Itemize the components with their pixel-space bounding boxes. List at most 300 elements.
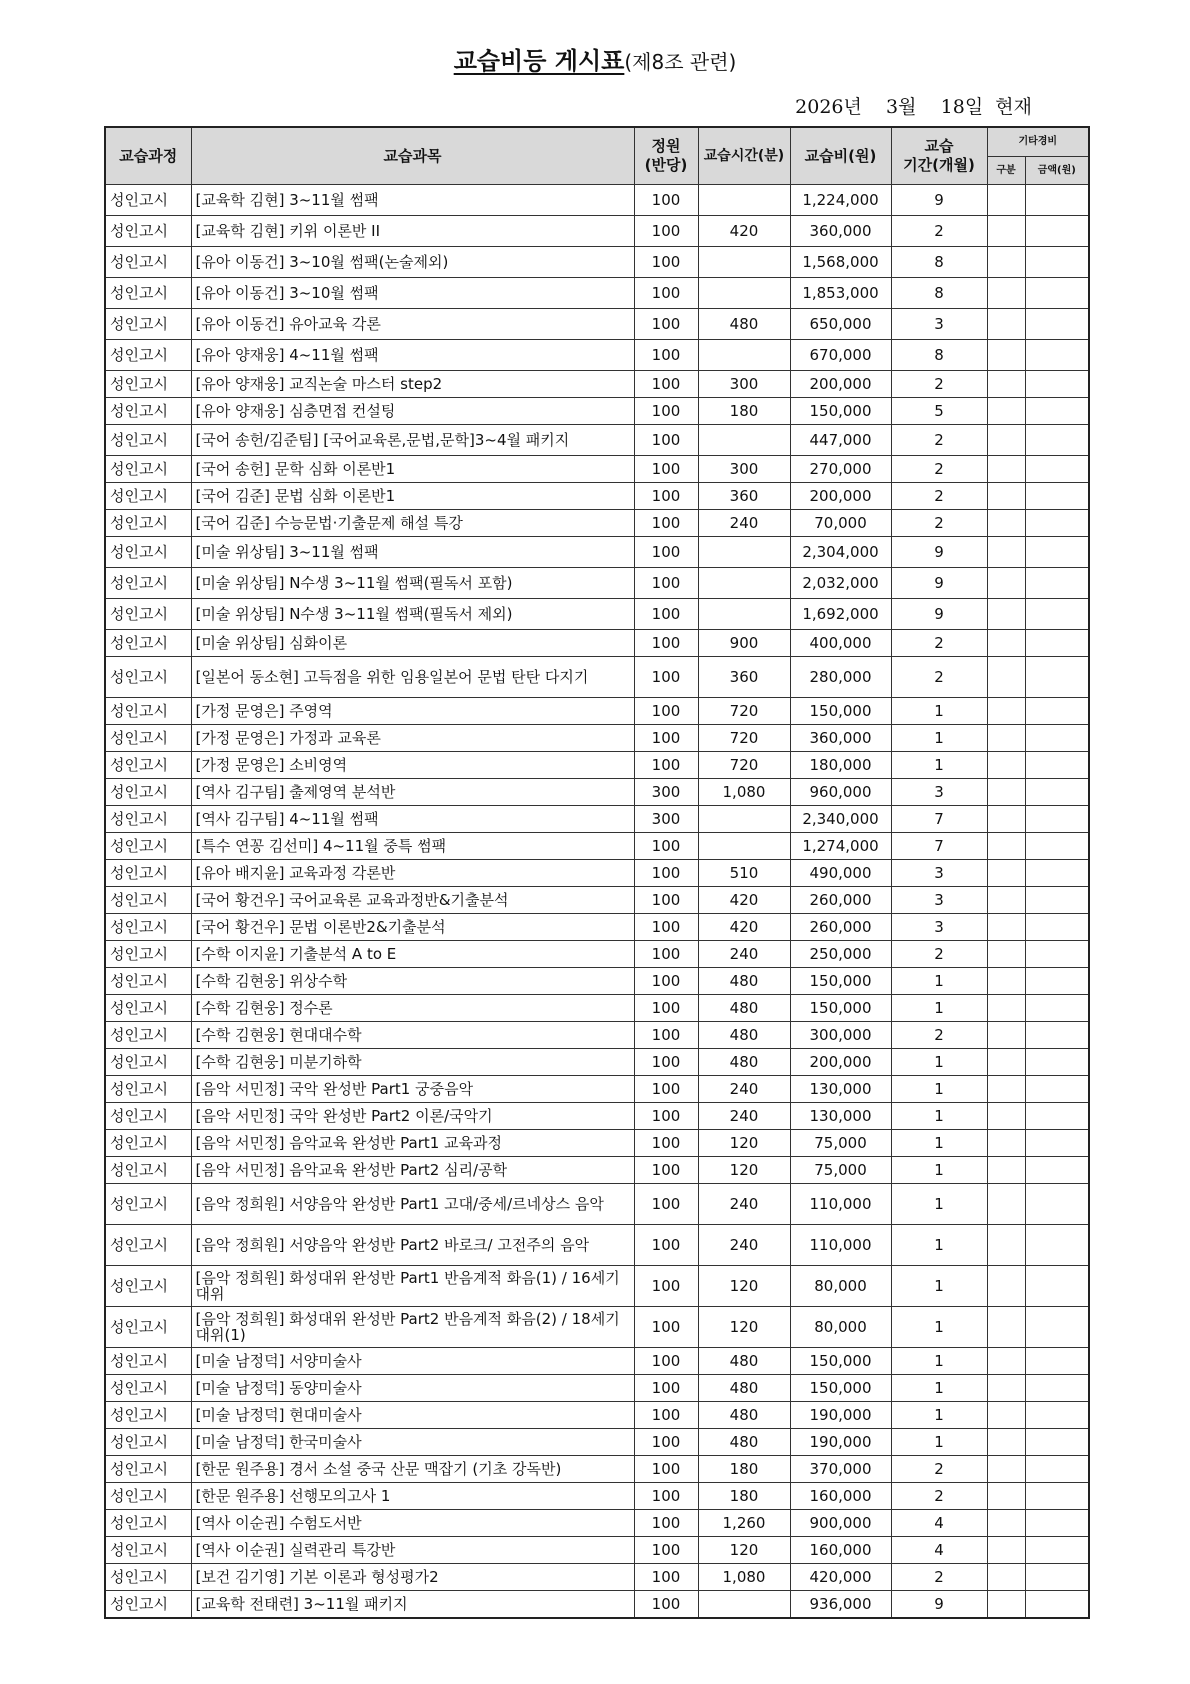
cell-subject: [미술 위상팀] N수생 3~11월 썸팩(필독서 포함) [191,568,634,599]
cell-hours: 1,080 [698,1564,790,1591]
cell-course: 성인고시 [105,1076,191,1103]
cell-capacity: 100 [634,1022,698,1049]
cell-period: 8 [891,278,987,309]
cell-capacity: 100 [634,1348,698,1375]
cell-other-amount [1025,914,1089,941]
table-row [105,698,1089,725]
cell-course: 성인고시 [105,1130,191,1157]
cell-other-amount [1025,1429,1089,1456]
cell-other-amount [1025,1157,1089,1184]
table-row [105,968,1089,995]
table-row [105,887,1089,914]
cell-other-type [987,806,1025,833]
cell-fee: 150,000 [790,1375,891,1402]
table-row [105,309,1089,340]
cell-capacity: 100 [634,1564,698,1591]
cell-other-amount [1025,1076,1089,1103]
header-period [891,127,987,185]
cell-course: 성인고시 [105,1564,191,1591]
cell-hours: 240 [698,1103,790,1130]
cell-fee: 80,000 [790,1307,891,1348]
cell-fee: 936,000 [790,1591,891,1619]
table-row [105,833,1089,860]
cell-other-amount [1025,725,1089,752]
cell-other-type [987,510,1025,537]
cell-hours: 480 [698,1049,790,1076]
cell-fee: 900,000 [790,1510,891,1537]
cell-other-amount [1025,537,1089,568]
cell-period: 1 [891,1130,987,1157]
cell-course: 성인고시 [105,599,191,630]
cell-course: 성인고시 [105,914,191,941]
cell-subject: [국어 송헌/김준팀] [국어교육론,문법,문학]3~4월 패키지 [191,425,634,456]
cell-other-type [987,568,1025,599]
cell-subject: [가정 문영은] 소비영역 [191,752,634,779]
cell-course: 성인고시 [105,247,191,278]
table-row [105,1402,1089,1429]
date-suffix: 현재 [995,96,1032,118]
cell-subject: [미술 위상팀] 3~11월 썸팩 [191,537,634,568]
table-row [105,1483,1089,1510]
cell-other-amount [1025,1130,1089,1157]
header-period-line2: 기간(개월) [903,156,975,174]
cell-other-type [987,1375,1025,1402]
table-row [105,806,1089,833]
cell-hours [698,599,790,630]
table-row [105,425,1089,456]
cell-other-type [987,1307,1025,1348]
cell-period: 1 [891,995,987,1022]
cell-hours: 180 [698,398,790,425]
cell-other-amount [1025,456,1089,483]
cell-other-amount [1025,568,1089,599]
cell-hours: 480 [698,1022,790,1049]
cell-hours: 480 [698,1375,790,1402]
cell-hours: 720 [698,725,790,752]
cell-other-type [987,278,1025,309]
date-line [795,94,1032,120]
cell-other-amount [1025,1510,1089,1537]
cell-other-type [987,995,1025,1022]
table-row [105,278,1089,309]
cell-period: 1 [891,1402,987,1429]
cell-hours: 480 [698,1348,790,1375]
cell-course: 성인고시 [105,698,191,725]
cell-course: 성인고시 [105,340,191,371]
cell-period: 4 [891,1510,987,1537]
cell-other-amount [1025,599,1089,630]
cell-course: 성인고시 [105,1591,191,1619]
cell-hours: 1,080 [698,779,790,806]
cell-course: 성인고시 [105,941,191,968]
cell-period: 2 [891,425,987,456]
cell-subject: [역사 김구팀] 출제영역 분석반 [191,779,634,806]
cell-fee: 360,000 [790,216,891,247]
cell-period: 1 [891,752,987,779]
cell-fee: 150,000 [790,995,891,1022]
cell-subject: [교육학 김현] 3~11월 썸팩 [191,185,634,216]
cell-fee: 260,000 [790,887,891,914]
cell-period: 2 [891,657,987,698]
cell-fee: 670,000 [790,340,891,371]
cell-other-amount [1025,1049,1089,1076]
cell-other-amount [1025,510,1089,537]
cell-course: 성인고시 [105,725,191,752]
cell-other-amount [1025,995,1089,1022]
cell-capacity: 100 [634,1266,698,1307]
cell-subject: [미술 위상팀] N수생 3~11월 썸팩(필독서 제외) [191,599,634,630]
cell-period: 1 [891,968,987,995]
cell-other-amount [1025,1456,1089,1483]
table-row [105,371,1089,398]
cell-other-amount [1025,185,1089,216]
header-capacity [634,127,698,185]
table-row [105,1591,1089,1619]
cell-hours: 240 [698,510,790,537]
cell-other-amount [1025,1483,1089,1510]
cell-capacity: 100 [634,1456,698,1483]
cell-course: 성인고시 [105,185,191,216]
cell-capacity: 100 [634,1049,698,1076]
header-other-type: 구분 [987,157,1025,185]
cell-subject: [미술 남정덕] 한국미술사 [191,1429,634,1456]
cell-course: 성인고시 [105,995,191,1022]
cell-other-type [987,1510,1025,1537]
cell-period: 1 [891,1266,987,1307]
cell-other-type [987,483,1025,510]
header-subject: 교습과목 [191,127,634,185]
cell-period: 3 [891,914,987,941]
table-row [105,1348,1089,1375]
cell-course: 성인고시 [105,1429,191,1456]
cell-course: 성인고시 [105,278,191,309]
cell-fee: 70,000 [790,510,891,537]
cell-subject: [유아 양재웅] 4~11월 썸팩 [191,340,634,371]
cell-period: 2 [891,1456,987,1483]
table-row [105,568,1089,599]
cell-fee: 1,568,000 [790,247,891,278]
table-row [105,860,1089,887]
cell-subject: [역사 이순권] 실력관리 특강반 [191,1537,634,1564]
cell-course: 성인고시 [105,1307,191,1348]
cell-period: 1 [891,1076,987,1103]
cell-period: 1 [891,1375,987,1402]
cell-period: 9 [891,185,987,216]
fee-table [104,126,1090,1619]
cell-subject: [유아 양재웅] 심층면접 컨설팅 [191,398,634,425]
cell-subject: [국어 김준] 수능문법·기출문제 해설 특강 [191,510,634,537]
cell-capacity: 100 [634,752,698,779]
cell-subject: [수학 이지윤] 기출분석 A to E [191,941,634,968]
cell-other-type [987,398,1025,425]
cell-course: 성인고시 [105,1022,191,1049]
table-row [105,914,1089,941]
table-row [105,1049,1089,1076]
cell-other-type [987,1022,1025,1049]
cell-fee: 150,000 [790,398,891,425]
cell-fee: 150,000 [790,968,891,995]
cell-other-amount [1025,247,1089,278]
cell-capacity: 100 [634,914,698,941]
table-row [105,340,1089,371]
cell-capacity: 100 [634,278,698,309]
cell-subject: [음악 서민정] 음악교육 완성반 Part2 심리/공학 [191,1157,634,1184]
cell-hours [698,340,790,371]
cell-course: 성인고시 [105,1266,191,1307]
cell-other-amount [1025,278,1089,309]
cell-period: 5 [891,398,987,425]
cell-other-amount [1025,1266,1089,1307]
cell-course: 성인고시 [105,1049,191,1076]
table-row [105,1103,1089,1130]
table-row [105,1510,1089,1537]
cell-course: 성인고시 [105,1103,191,1130]
cell-course: 성인고시 [105,860,191,887]
cell-hours [698,1591,790,1619]
cell-other-type [987,537,1025,568]
cell-fee: 360,000 [790,725,891,752]
cell-hours: 240 [698,1076,790,1103]
cell-capacity: 100 [634,483,698,510]
cell-capacity: 100 [634,185,698,216]
cell-capacity: 300 [634,806,698,833]
cell-hours: 120 [698,1157,790,1184]
cell-other-type [987,371,1025,398]
cell-other-type [987,216,1025,247]
cell-other-type [987,1591,1025,1619]
cell-other-amount [1025,340,1089,371]
cell-subject: [음악 정희원] 서양음악 완성반 Part2 바로크/ 고전주의 음악 [191,1225,634,1266]
cell-subject: [국어 송헌] 문학 심화 이론반1 [191,456,634,483]
cell-period: 1 [891,698,987,725]
cell-capacity: 100 [634,599,698,630]
cell-capacity: 100 [634,995,698,1022]
cell-fee: 2,340,000 [790,806,891,833]
table-row [105,1184,1089,1225]
cell-course: 성인고시 [105,398,191,425]
cell-course: 성인고시 [105,1456,191,1483]
cell-fee: 447,000 [790,425,891,456]
cell-course: 성인고시 [105,1184,191,1225]
cell-other-amount [1025,425,1089,456]
cell-subject: [음악 정희원] 서양음악 완성반 Part1 고대/중세/르네상스 음악 [191,1184,634,1225]
cell-course: 성인고시 [105,1483,191,1510]
cell-other-type [987,185,1025,216]
cell-subject: [수학 김현웅] 정수론 [191,995,634,1022]
cell-fee: 1,853,000 [790,278,891,309]
cell-capacity: 100 [634,1591,698,1619]
cell-capacity: 100 [634,657,698,698]
cell-period: 2 [891,941,987,968]
cell-fee: 160,000 [790,1537,891,1564]
cell-hours [698,833,790,860]
cell-course: 성인고시 [105,425,191,456]
cell-other-type [987,1483,1025,1510]
cell-other-amount [1025,1022,1089,1049]
cell-other-type [987,1456,1025,1483]
cell-subject: [미술 위상팀] 심화이론 [191,630,634,657]
table-header [105,127,1089,185]
cell-hours: 480 [698,309,790,340]
table-row [105,995,1089,1022]
cell-subject: [음악 서민정] 국악 완성반 Part1 궁중음악 [191,1076,634,1103]
table-row [105,941,1089,968]
cell-other-amount [1025,1184,1089,1225]
cell-period: 3 [891,860,987,887]
cell-other-amount [1025,752,1089,779]
table-row [105,630,1089,657]
cell-period: 9 [891,568,987,599]
cell-course: 성인고시 [105,216,191,247]
cell-other-type [987,599,1025,630]
cell-other-type [987,340,1025,371]
cell-course: 성인고시 [105,657,191,698]
cell-fee: 110,000 [790,1225,891,1266]
date-day: 18일 [940,96,984,118]
cell-subject: [미술 남정덕] 서양미술사 [191,1348,634,1375]
header-capacity-line2: (반당) [644,156,688,174]
header-period-line1: 교습 [924,137,954,155]
cell-fee: 1,224,000 [790,185,891,216]
cell-other-type [987,1429,1025,1456]
cell-other-amount [1025,1348,1089,1375]
cell-capacity: 100 [634,1157,698,1184]
cell-other-amount [1025,941,1089,968]
cell-other-amount [1025,968,1089,995]
cell-period: 3 [891,309,987,340]
cell-other-amount [1025,1225,1089,1266]
cell-period: 7 [891,833,987,860]
cell-period: 1 [891,1429,987,1456]
cell-period: 1 [891,1184,987,1225]
cell-other-type [987,1049,1025,1076]
table-row [105,1375,1089,1402]
cell-hours: 420 [698,216,790,247]
cell-course: 성인고시 [105,1510,191,1537]
cell-subject: [한문 원주용] 선행모의고사 1 [191,1483,634,1510]
cell-hours: 720 [698,752,790,779]
cell-subject: [보건 김기영] 기본 이론과 형성평가2 [191,1564,634,1591]
cell-period: 2 [891,1564,987,1591]
cell-other-amount [1025,216,1089,247]
cell-course: 성인고시 [105,806,191,833]
cell-fee: 200,000 [790,1049,891,1076]
cell-subject: [유아 이동건] 3~10월 썸팩(논술제외) [191,247,634,278]
cell-hours: 360 [698,483,790,510]
header-course: 교습과정 [105,127,191,185]
cell-hours: 300 [698,371,790,398]
table-row [105,779,1089,806]
cell-capacity: 100 [634,860,698,887]
cell-hours [698,425,790,456]
cell-subject: [특수 연꽁 김선미] 4~11월 중특 썸팩 [191,833,634,860]
cell-other-amount [1025,630,1089,657]
cell-fee: 270,000 [790,456,891,483]
cell-capacity: 100 [634,1375,698,1402]
cell-other-type [987,309,1025,340]
header-other: 기타경비 [987,127,1089,157]
cell-fee: 150,000 [790,698,891,725]
title-main: 교습비등 게시표 [453,47,625,75]
cell-subject: [국어 황건우] 국어교육론 교육과정반&기출분석 [191,887,634,914]
cell-fee: 110,000 [790,1184,891,1225]
cell-other-amount [1025,806,1089,833]
cell-capacity: 100 [634,371,698,398]
cell-capacity: 100 [634,941,698,968]
cell-other-amount [1025,887,1089,914]
table-row [105,752,1089,779]
cell-fee: 490,000 [790,860,891,887]
cell-period: 2 [891,456,987,483]
cell-hours [698,568,790,599]
cell-subject: [역사 이순권] 수험도서반 [191,1510,634,1537]
cell-subject: [가정 문영은] 가정과 교육론 [191,725,634,752]
cell-subject: [교육학 전태련] 3~11월 패키지 [191,1591,634,1619]
cell-period: 9 [891,599,987,630]
cell-other-type [987,247,1025,278]
table-row [105,537,1089,568]
cell-hours: 510 [698,860,790,887]
cell-fee: 420,000 [790,1564,891,1591]
header-capacity-line1: 정원 [651,137,681,155]
cell-capacity: 100 [634,1429,698,1456]
cell-capacity: 100 [634,425,698,456]
table-row [105,456,1089,483]
cell-other-type [987,1076,1025,1103]
cell-subject: [음악 서민정] 음악교육 완성반 Part1 교육과정 [191,1130,634,1157]
cell-fee: 150,000 [790,1348,891,1375]
table-row [105,1564,1089,1591]
cell-subject: [수학 김현웅] 현대대수학 [191,1022,634,1049]
cell-hours [698,537,790,568]
cell-hours: 120 [698,1266,790,1307]
cell-subject: [유아 이동건] 3~10월 썸팩 [191,278,634,309]
cell-period: 3 [891,887,987,914]
cell-capacity: 100 [634,1103,698,1130]
cell-hours: 1,260 [698,1510,790,1537]
cell-subject: [유아 양재웅] 교직논술 마스터 step2 [191,371,634,398]
table-row [105,1225,1089,1266]
cell-course: 성인고시 [105,456,191,483]
cell-subject: [한문 원주용] 경서 소설 중국 산문 맥잡기 (기초 강독반) [191,1456,634,1483]
table-row [105,247,1089,278]
cell-period: 8 [891,340,987,371]
cell-hours: 240 [698,1225,790,1266]
title-sub: (제8조 관련) [624,50,737,74]
cell-capacity: 100 [634,1483,698,1510]
cell-subject: [역사 김구팀] 4~11월 썸팩 [191,806,634,833]
cell-hours: 480 [698,1429,790,1456]
cell-course: 성인고시 [105,1348,191,1375]
cell-capacity: 100 [634,630,698,657]
cell-capacity: 100 [634,1076,698,1103]
cell-period: 1 [891,725,987,752]
cell-fee: 180,000 [790,752,891,779]
cell-other-type [987,1157,1025,1184]
cell-other-type [987,779,1025,806]
table-row [105,1537,1089,1564]
cell-other-amount [1025,1375,1089,1402]
cell-capacity: 100 [634,537,698,568]
cell-other-amount [1025,483,1089,510]
cell-hours: 120 [698,1537,790,1564]
cell-fee: 160,000 [790,1483,891,1510]
cell-fee: 80,000 [790,1266,891,1307]
table-row [105,1266,1089,1307]
cell-course: 성인고시 [105,371,191,398]
cell-fee: 190,000 [790,1429,891,1456]
cell-subject: [유아 이동건] 유아교육 각론 [191,309,634,340]
